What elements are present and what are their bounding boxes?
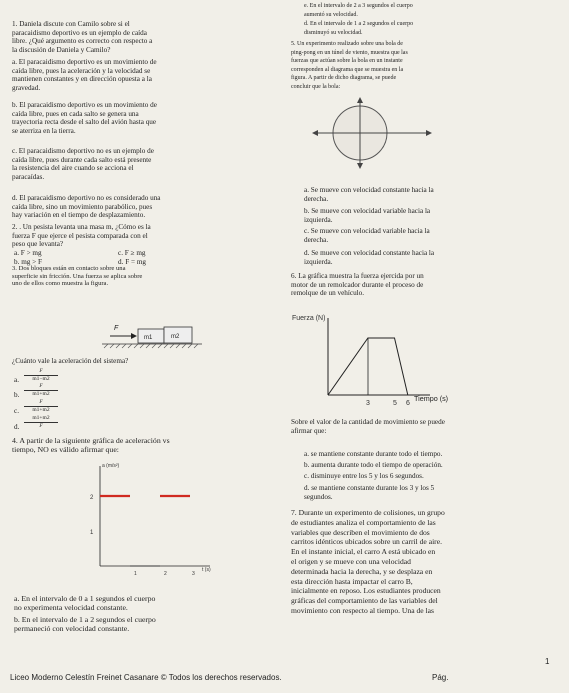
q5-option-d: d. Se mueve con velocidad constante hacia la izquierda. <box>304 249 435 266</box>
force-chart-xlabel: Tiempo (s) <box>414 394 449 403</box>
q3-option-b-fraction: F m1+m2 <box>24 383 58 397</box>
q3-option-b-label: b. <box>14 391 20 399</box>
q1-option-d: d. El paracaidismo deportivo no es considerado una caída libre, sino un movimiento parabólico, pues hay variación en el tiempo de desplazamiento. <box>12 194 161 220</box>
q3-option-c-fraction: F m1+m2 <box>24 399 58 413</box>
question-2: 2. . Un pesista levanta una masa m, ¿Cómo es la fuerza F que ejerce el pesista comparada con el peso que levanta? <box>12 223 151 249</box>
q1-option-b: b. El paracaidismo deportivo es un movimiento de caída libre, pues en cada salto se genera una trayectoria recta desde el salto del avión hasta que se aterriza en la tierra. <box>12 101 157 135</box>
q2-option-a: a. F > mg <box>14 249 42 257</box>
q4-option-d: d. En el intervalo de 1 a 2 segundos el cuerpo disminuyó su velocidad. <box>304 21 414 36</box>
question-7: 7. Durante un experimento de colisiones, un grupo de estudiantes analiza el comportamiento de las variables que describen el movimiento de dos carritos idénticos ubicados sobre un carril de aire. En el instante inicial, el carro A está ubicado en el origen y se mueve con una velocidad determinada hacia la derecha, y se desplaza en esta dirección hasta impactar el carro B, inicialmente en reposo. Los estudiantes producen gráficas del comportamiento de las variables del movimiento con respecto al tiempo. Una de las <box>291 508 445 615</box>
force-tick-6: 6 <box>406 400 410 407</box>
accel-chart-ylabel: a (m/s²) <box>102 463 120 469</box>
footer-text: Liceo Moderno Celestín Freinet Casanare © Todos los derechos reservados. <box>10 673 282 682</box>
accel-xtick-3: 3 <box>192 571 195 577</box>
question-6: 6. La gráfica muestra la fuerza ejercida por un motor de un remolcador durante el proceso de remolque de un vehículo. <box>291 272 424 298</box>
q6-option-d: d. se mantiene constante durante los 3 y los 5 segundos. <box>304 484 435 501</box>
q4-option-e: e. En el intervalo de 2 a 3 segundos el cuerpo aumentó su velocidad. <box>304 3 413 18</box>
accel-xtick-2: 2 <box>164 571 167 577</box>
q4-option-a: a. En el intervalo de 0 a 1 segundos el cuerpo no experimenta velocidad constante. <box>14 594 156 613</box>
accel-series <box>100 496 190 566</box>
q6-stem: Sobre el valor de la cantidad de movimiento se puede afirmar que: <box>291 418 445 435</box>
q1-option-c: c. El paracaidismo deportivo no es un ejemplo de caída libre, pues durante cada salto está presente la resistencia del aire cuando se acciona el paracaídas. <box>12 147 154 181</box>
q5-option-b: b. Se mueve con velocidad variable hacia la izquierda. <box>304 207 431 224</box>
page-label: Pág. <box>432 673 449 682</box>
force-label: F <box>114 325 119 332</box>
blocks-figure <box>82 318 222 356</box>
force-tick-3: 3 <box>366 400 370 407</box>
force-chart-ylabel: Fuerza (N) <box>292 315 326 322</box>
q5-option-a: a. Se mueve con velocidad constante hacia la derecha. <box>304 186 434 203</box>
question-1: 1. Daniela discute con Camilo sobre si el paracaidismo deportivo es un ejemplo de caída libre. ¿Qué argumento es correcto con respecto a la discusión de Daniela y Camilo? <box>12 20 153 54</box>
q3-option-d-fraction: m1+m2 F <box>24 415 58 429</box>
ground-hatch <box>104 344 198 348</box>
q3-stem: ¿Cuánto vale la aceleración del sistema? <box>12 357 129 365</box>
q3-option-a-fraction: F m1−m2 <box>24 368 58 382</box>
accel-ytick-1: 1 <box>90 530 94 536</box>
block-m1-label: m1 <box>144 335 153 341</box>
accel-chart-xlabel: t (s) <box>202 567 211 573</box>
q6-option-b: b. aumenta durante todo el tiempo de operación. <box>304 461 443 469</box>
accel-ytick-2: 2 <box>90 495 94 501</box>
q6-option-a: a. se mantiene constante durante todo el tiempo. <box>304 450 443 458</box>
ping-pong-force-diagram <box>300 88 450 178</box>
accel-xtick-1: 1 <box>134 571 137 577</box>
page-number: 1 <box>545 657 550 666</box>
q2-option-b: b. mg > F <box>14 258 43 266</box>
q2-option-c: c. F ≥ mg <box>118 249 146 257</box>
q1-option-a: a. El paracaidismo deportivo es un movimiento de caída libre, pues la aceleración y la velocidad se mantienen constantes y en dirección opuesta a la gravedad. <box>12 58 157 92</box>
q3-option-a-label: a. <box>14 376 19 384</box>
question-4: 4. A partir de la siguiente gráfica de aceleración vs tiempo, NO es válido afirmar que: <box>12 436 170 455</box>
acceleration-time-chart <box>80 458 220 578</box>
q3-option-d-label: d. <box>14 423 20 431</box>
q2-option-d: d. F = mg <box>118 258 147 266</box>
question-5: 5. Un experimento realizado sobre una bola de ping-pong en un túnel de viento, muestra que las fuerzas que actúan sobre la bola en un instante corresponden al diagrama que se muestra en la figura. A partir de dicho diagrama, se puede concluir que la bola: <box>291 41 408 90</box>
q5-option-c: c. Se mueve con velocidad variable hacia la derecha. <box>304 227 430 244</box>
question-3: 3. Dos bloques están en contacto sobre una superficie sin fricción. Una fuerza se aplica sobre uno de ellos como muestra la figura. <box>12 265 143 288</box>
q6-option-c: c. disminuye entre los 5 y los 6 segundos. <box>304 472 424 480</box>
q4-option-b: b. En el intervalo de 1 a 2 segundos el cuerpo permaneció con velocidad constante. <box>14 615 156 634</box>
q3-option-c-label: c. <box>14 407 19 415</box>
force-tick-5: 5 <box>393 400 397 407</box>
block-m2-label: m2 <box>171 334 180 340</box>
